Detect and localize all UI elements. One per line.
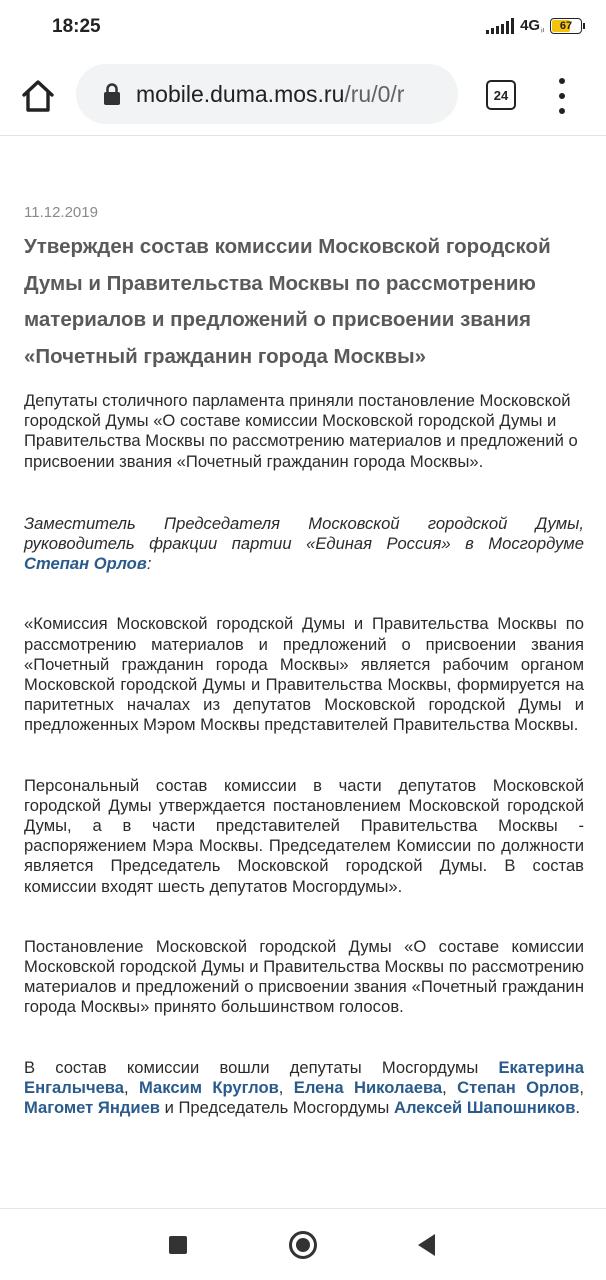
tab-count: 24 — [493, 87, 509, 103]
article-lead: Депутаты столичного парламента приняли постановление Московской городской Думы «О составе комиссии Московской городской Думы и Правительства Москвы по рассмотрению материалов и предложений о присвоении звания «Почетный гражданин города Москвы». — [24, 391, 578, 471]
separator: , — [442, 1077, 458, 1097]
adopted-paragraph: Постановление Московской городской Думы «О составе комиссии Московской городской Думы и Правительства Москвы по рассмотрению материалов и предложений о присвоении звания «Почетный гражданин города Москвы» принято большинством голосов. — [24, 936, 584, 1017]
speaker-intro-paragraph — [24, 514, 584, 575]
url-domain: mobile.duma.mos.ru — [136, 80, 345, 107]
article-date: 11.12.2019 — [24, 204, 98, 221]
navigation-bar — [0, 1208, 606, 1280]
tabs-button[interactable] — [486, 80, 516, 110]
members-intro: В состав комиссии вошли депутаты Мосгордумы — [24, 1057, 499, 1077]
speaker-name-link[interactable]: Степан Орлов — [24, 554, 147, 574]
back-icon[interactable] — [418, 1234, 435, 1256]
member-link[interactable]: Магомет Яндиев — [24, 1098, 160, 1118]
network-type: 4G — [520, 17, 541, 34]
separator: , — [278, 1077, 294, 1097]
article — [24, 204, 584, 1118]
status-indicators — [486, 16, 582, 35]
members-paragraph — [24, 1058, 584, 1119]
battery-icon — [550, 18, 582, 34]
home-circle-icon[interactable] — [289, 1231, 317, 1259]
more-vert-icon[interactable] — [555, 78, 569, 114]
chairman-link[interactable]: Алексей Шапошников — [393, 1098, 576, 1118]
status-bar — [0, 0, 606, 56]
network-subscript: ᵢₗ — [541, 24, 544, 34]
speaker-intro: Заместитель Председателя Московской городской Думы, руководитель фракции партии «Единая Россия» в Мосгордуме — [24, 513, 584, 554]
article-title: Утвержден состав комиссии Московской городской Думы и Правительства Москвы по рассмотрению материалов и предложений о присвоении звания «Почетный гражданин города Москвы» — [24, 235, 551, 368]
browser-toolbar — [0, 56, 606, 136]
address-bar[interactable] — [76, 64, 458, 124]
speaker-colon: : — [146, 554, 152, 574]
signal-icon — [486, 18, 514, 34]
url-path: /ru/0/r — [344, 80, 405, 107]
recents-icon[interactable] — [169, 1236, 187, 1254]
lock-icon — [102, 82, 122, 106]
quote-paragraph-1: «Комиссия Московской городской Думы и Правительства Москвы по рассмотрению материалов и предложений о присвоении звания «Почетный гражданин города Москвы» является рабочим органом Московской городской Думы и Правительства Москвы, формируется на паритетных началах из депутатов Московской городской Думы и предложенных Мэром Москвы представителей Правительства Москвы. — [24, 614, 584, 735]
battery-level: 67 — [559, 19, 573, 32]
end-dot: . — [575, 1098, 581, 1118]
members-and: и Председатель Мосгордумы — [160, 1098, 394, 1118]
home-button[interactable] — [18, 76, 58, 116]
member-link[interactable]: Екатерина Енгалычева — [24, 1057, 584, 1097]
quote-paragraph-2: Персональный состав комиссии в части депутатов Московской городской Думы утверждается постановлением Московской городской Думы, а в части представителей Правительства Москвы - распоряжением Мэра Москвы. Председателем Комиссии по должности является Председатель Московской городской Думы. В состав комиссии входят шесть депутатов Мосгордумы». — [24, 775, 584, 896]
home-icon — [18, 76, 58, 116]
url-text[interactable] — [136, 81, 404, 108]
member-link[interactable]: Максим Круглов — [138, 1077, 279, 1097]
separator: , — [579, 1077, 584, 1097]
member-link[interactable]: Степан Орлов — [457, 1077, 580, 1097]
separator: , — [124, 1077, 139, 1097]
member-link[interactable]: Елена Николаева — [293, 1077, 443, 1097]
status-time: 18:25 — [52, 16, 101, 37]
